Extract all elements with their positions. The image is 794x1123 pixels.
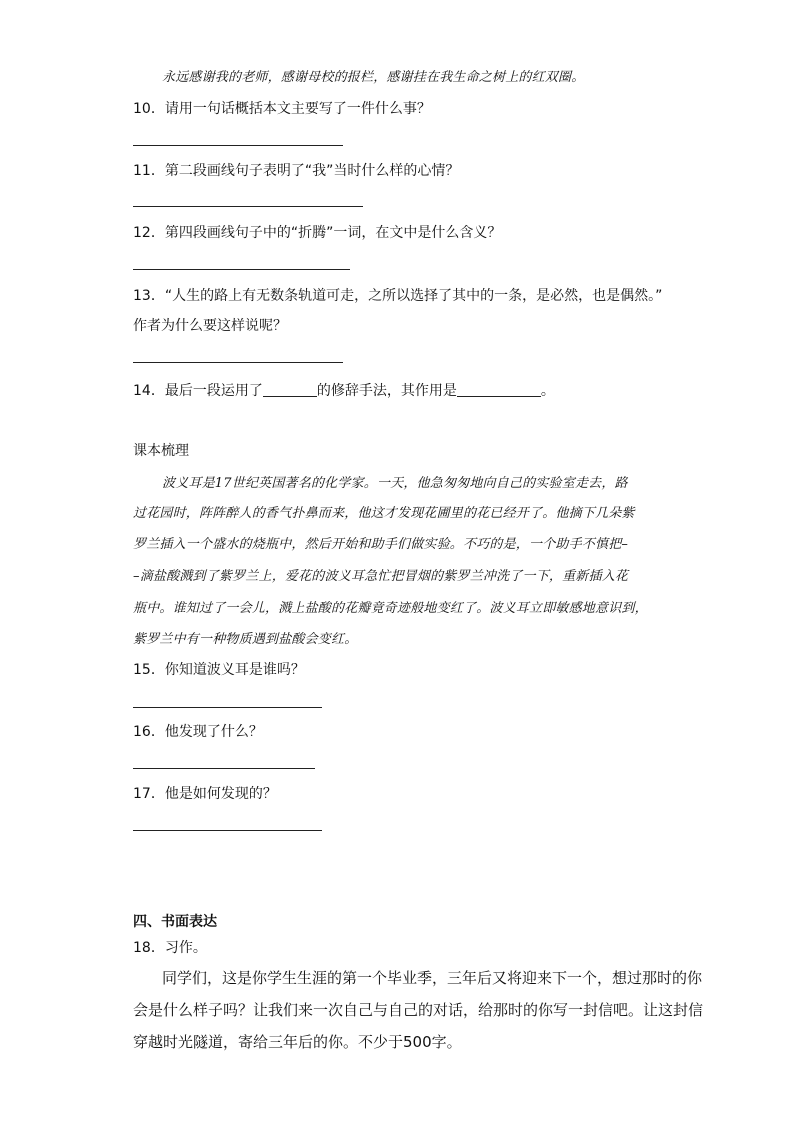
section-title-kbsl: 课本梳理 (133, 443, 189, 459)
answer-line-16[interactable] (133, 768, 315, 769)
question-14-prefix: 14．最后一段运用了 (133, 383, 263, 399)
answer-line-15[interactable] (133, 707, 322, 708)
passage-line: 紫罗兰中有一种物质遇到盐酸会变红。 (133, 632, 358, 647)
passage-line: 波义耳是17世纪英国著名的化学家。一天，他急匆匆地向自己的实验室走去，路 (162, 476, 628, 491)
question-12: 12．第四段画线句子中的“折腾”一词，在文中是什么含义？ (133, 225, 502, 241)
question-14-middle: 的修辞手法，其作用是 (316, 383, 457, 399)
question-16: 16．他发现了什么？ (133, 724, 263, 740)
question-14 (133, 381, 555, 401)
question-10: 10．请用一句话概括本文主要写了一件什么事？ (133, 101, 431, 117)
q14-blank-effect[interactable] (457, 382, 541, 397)
question-13-line1: 13．“人生的路上有无数条轨道可走，之所以选择了其中的一条，是必然，也是偶然。” (133, 288, 663, 304)
answer-line-11[interactable] (133, 206, 363, 207)
passage-line: 过花园时，阵阵醉人的香气扑鼻而来，他这才发现花圃里的花已经开了。他摘下几朵紫 (133, 506, 635, 521)
answer-line-13[interactable] (133, 362, 343, 363)
passage-line: 罗兰插入一个盛水的烧瓶中，然后开始和助手们做实验。不巧的是，一个助手不慎把– (133, 537, 629, 552)
answer-line-12[interactable] (133, 269, 350, 270)
essay-prompt-line: 穿越时光隧道，寄给三年后的你。不少于500字。 (133, 1033, 462, 1051)
answer-line-17[interactable] (133, 830, 322, 831)
question-15: 15．你知道波义耳是谁吗？ (133, 662, 305, 678)
passage-tail: 永远感谢我的老师，感谢母校的报栏，感谢挂在我生命之树上的红双圈。 (162, 70, 585, 85)
answer-line-10[interactable] (133, 145, 343, 146)
passage-line: 瓶中。谁知过了一会儿，溅上盐酸的花瓣竟奇迹般地变红了。波义耳立即敏感地意识到， (133, 601, 648, 616)
essay-prompt-line: 会是什么样子吗？让我们来一次自己与自己的对话，给那时的你写一封信吧。让这封信 (133, 1001, 704, 1019)
q14-blank-rhetoric[interactable] (263, 382, 317, 397)
question-14-suffix: 。 (540, 383, 555, 399)
question-17: 17．他是如何发现的？ (133, 786, 277, 802)
question-11: 11．第二段画线句子表明了“我”当时什么样的心情？ (133, 163, 460, 179)
question-18: 18．习作。 (133, 940, 207, 956)
passage-line: –滴盐酸溅到了紫罗兰上，爱花的波义耳急忙把冒烟的紫罗兰冲洗了一下，重新插入花 (133, 569, 629, 584)
section-title-written: 四、书面表达 (133, 914, 217, 930)
essay-prompt-line: 同学们，这是你学生生涯的第一个毕业季，三年后又将迎来下一个，想过那时的你 (162, 969, 703, 987)
question-13-line2: 作者为什么要这样说呢？ (133, 318, 287, 334)
